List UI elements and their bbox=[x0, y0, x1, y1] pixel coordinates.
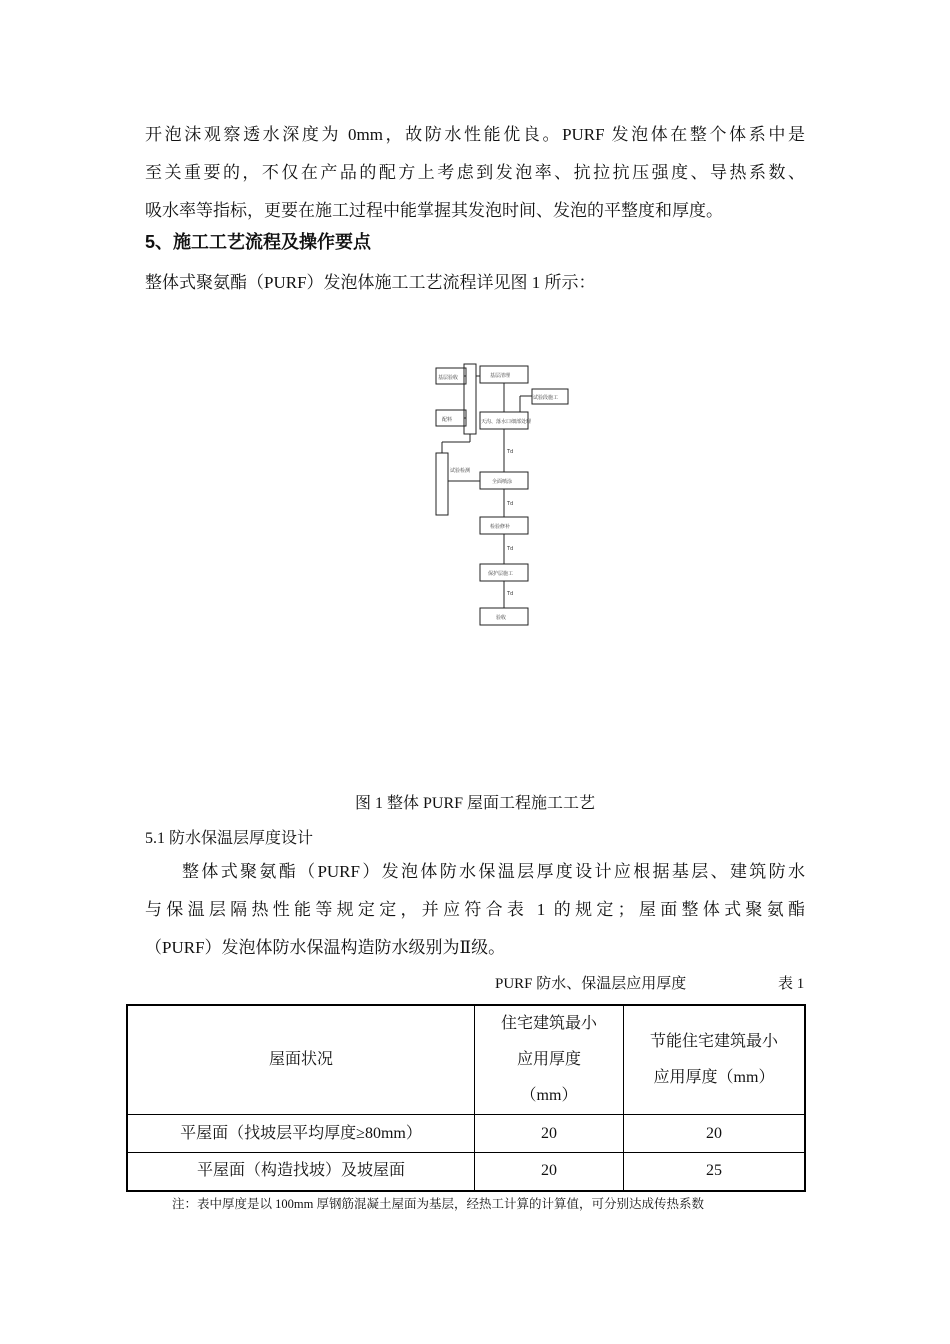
flow-label-left-2: 配料 bbox=[442, 417, 453, 423]
subsection-title: 5.1 防水保温层厚度设计 bbox=[145, 830, 314, 847]
header-residential-line-2: 应用厚度 bbox=[516, 1051, 581, 1068]
paragraph-3-line-1: 整体式聚氨酯（PURF）发泡体防水保温层厚度设计应根据基层、建筑防水 bbox=[182, 862, 805, 881]
flow-label-main-6: 验收 bbox=[496, 615, 507, 621]
paragraph-3-line-3: （PURF）发泡体防水保温构造防水级别为Ⅱ级。 bbox=[145, 938, 506, 957]
row-label: 平屋面（构造找坡）及坡屋面 bbox=[127, 1153, 475, 1191]
row-value-energy: 20 bbox=[624, 1115, 806, 1153]
table-note: 注：表中厚度是以 100mm 厚钢筋混凝土屋面为基层，经热工计算的计算值，可分别达成传热系数 bbox=[172, 1197, 704, 1211]
row-label: 平屋面（找坡层平均厚度≥80mm） bbox=[127, 1115, 475, 1153]
row-value-residential: 20 bbox=[475, 1115, 624, 1153]
figure-caption: 图 1 整体 PURF 屋面工程施工工艺 bbox=[354, 795, 596, 812]
thickness-table bbox=[126, 1004, 806, 1192]
flow-arrow-label-3: Td bbox=[507, 546, 514, 552]
header-energy-line-1: 节能住宅建筑最小 bbox=[649, 1033, 778, 1050]
flow-label-side: 试验段施工 bbox=[533, 395, 559, 401]
flowchart bbox=[420, 350, 600, 640]
header-roof-condition: 屋面状况 bbox=[127, 1005, 475, 1115]
flow-label-left-bottom: 试验检测 bbox=[450, 468, 471, 474]
flow-label-main-1: 基层清理 bbox=[490, 373, 511, 379]
flow-label-main-2: 天沟、落水口细部处理 bbox=[481, 419, 532, 425]
paragraph-1-line-1: 开泡沫观察透水深度为 0mm，故防水性能优良。PURF 发泡体在整个体系中是 bbox=[145, 125, 805, 144]
flow-label-main-4: 检验修补 bbox=[490, 524, 511, 530]
flow-label-main-3: 全面喷涂 bbox=[492, 479, 513, 485]
flow-arrow-label-2: Td bbox=[507, 501, 514, 507]
table-title: PURF 防水、保温层应用厚度 bbox=[495, 976, 687, 992]
flow-label-main-5: 保护层施工 bbox=[488, 571, 514, 577]
row-value-energy: 25 bbox=[624, 1153, 806, 1191]
paragraph-2: 整体式聚氨酯（PURF）发泡体施工工艺流程详见图 1 所示： bbox=[145, 273, 596, 292]
table-header-row bbox=[127, 1005, 805, 1115]
header-residential-line-1: 住宅建筑最小 bbox=[500, 1015, 597, 1032]
flow-arrow-label-1: Td bbox=[507, 449, 514, 455]
paragraph-3-line-2: 与保温层隔热性能等规定定，并应符合表 1 的规定；屋面整体式聚氨酯 bbox=[145, 900, 805, 919]
header-residential-line-3: （mm） bbox=[520, 1087, 578, 1104]
flow-arrow-label-4: Td bbox=[507, 591, 514, 597]
paragraph-1-line-3: 吸水率等指标，更要在施工过程中能掌握其发泡时间、发泡的平整度和厚度。 bbox=[145, 201, 723, 220]
header-energy-line-2: 应用厚度（mm） bbox=[653, 1069, 775, 1086]
table-row bbox=[127, 1153, 805, 1191]
flow-box-left-bottom bbox=[436, 453, 448, 515]
section-heading: 5、施工工艺流程及操作要点 bbox=[145, 232, 372, 252]
header-energy-saving-min bbox=[624, 1005, 806, 1115]
paragraph-1-line-2: 至关重要的，不仅在产品的配方上考虑到发泡率、抗拉抗压强度、导热系数、 bbox=[145, 163, 805, 182]
row-value-residential: 20 bbox=[475, 1153, 624, 1191]
header-residential-min bbox=[475, 1005, 624, 1115]
table-number: 表 1 bbox=[778, 976, 805, 992]
table-row bbox=[127, 1115, 805, 1153]
flow-label-left-1: 基层验收 bbox=[438, 375, 459, 381]
